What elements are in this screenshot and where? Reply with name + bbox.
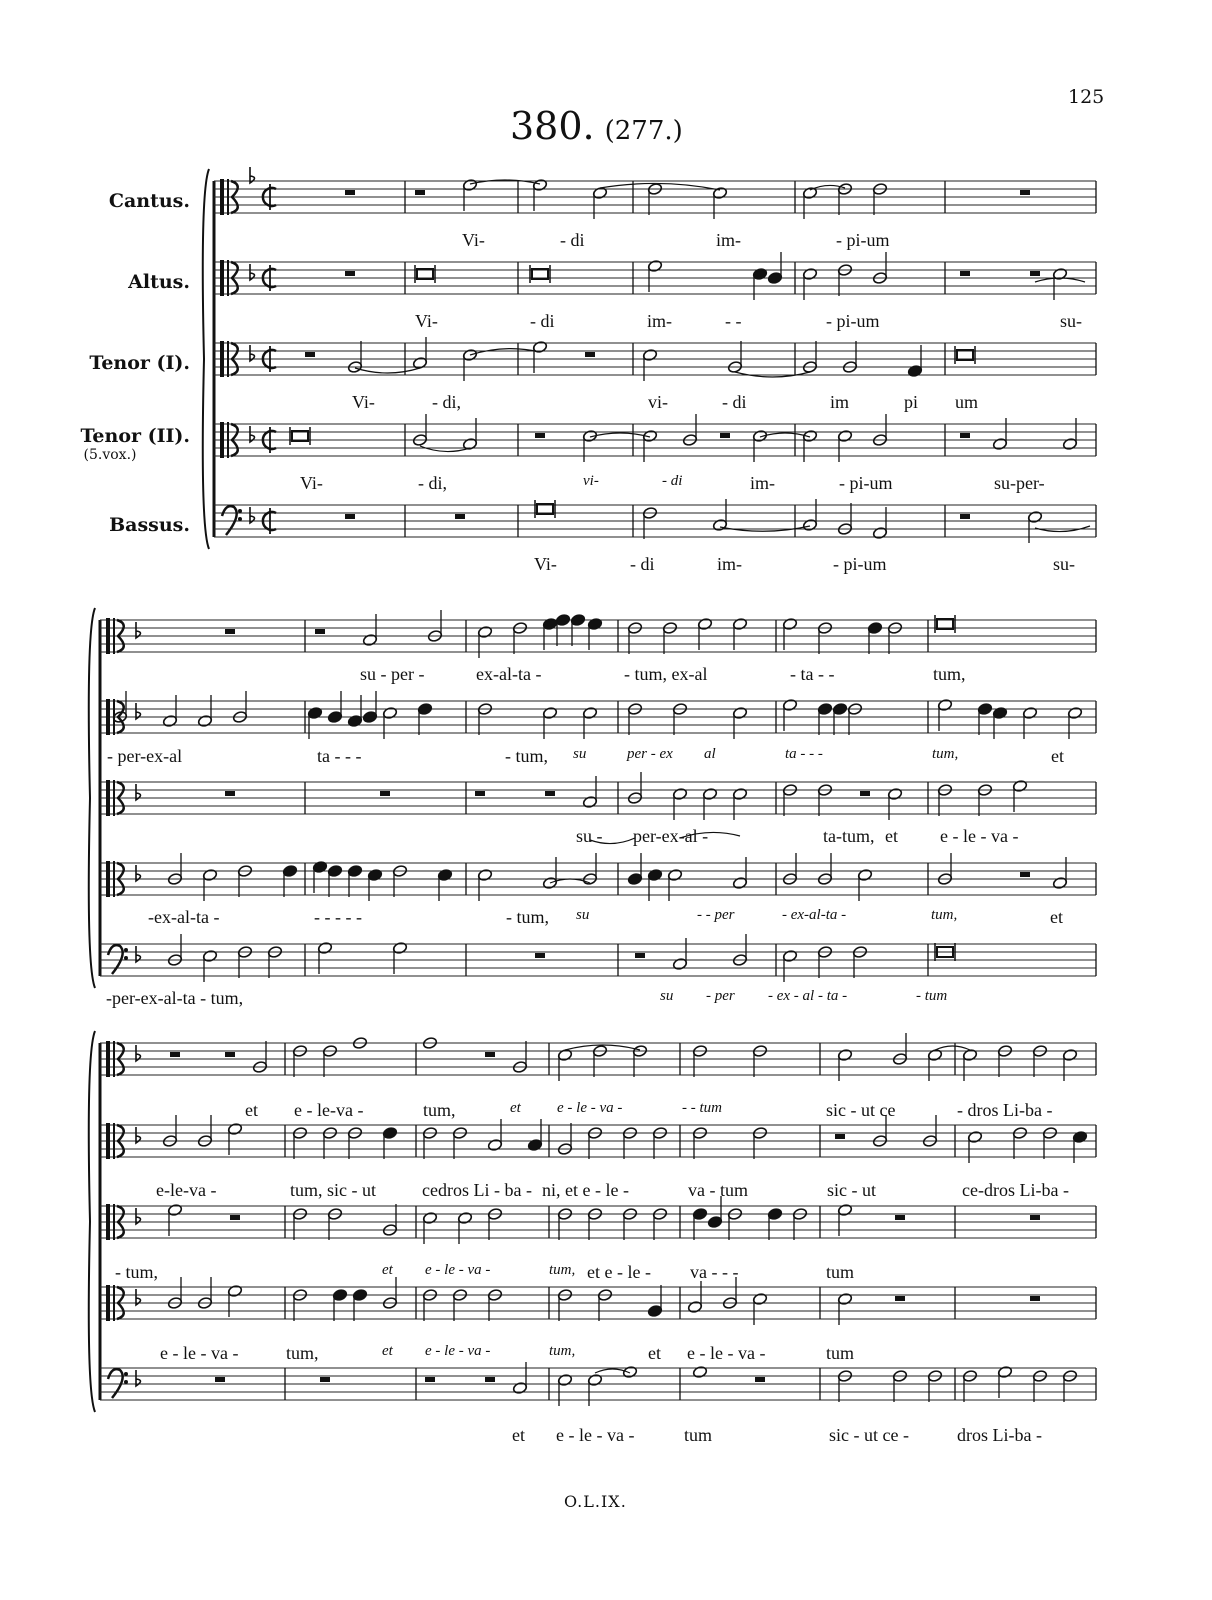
rest-icon [860, 791, 870, 796]
lyric-syllable: su [576, 907, 590, 923]
rest-icon [455, 514, 465, 519]
lyric-syllable: tum, [286, 1343, 319, 1363]
lyric-syllable: - di, [432, 392, 461, 412]
lyric-syllable: - tum, ex-al [624, 664, 708, 684]
lyric-syllable: et [382, 1262, 393, 1278]
lyric-syllable: -ex-al-ta - [148, 907, 220, 927]
flat-icon [250, 345, 255, 361]
lyric-syllable: Vi- [352, 392, 375, 412]
lyric-syllable: e - le - va - [556, 1425, 635, 1445]
voice-label: Tenor (I). [89, 352, 190, 374]
lyric-syllable: im- [716, 230, 741, 250]
lyric-syllable: va - - - [690, 1262, 739, 1282]
lyric-syllable: - ex-al-ta - [782, 907, 847, 923]
lyric-syllable: dros Li-ba - [957, 1425, 1042, 1445]
lyric-syllable: va - tum [688, 1180, 748, 1200]
lyric-syllable: - di [560, 230, 585, 250]
lyric-syllable: et [382, 1343, 393, 1359]
piece-alt-number: (277.) [604, 116, 683, 146]
lyric-syllable: - pi-um [826, 311, 880, 331]
lyric-syllable: - pi-um [839, 473, 893, 493]
rest-icon [315, 629, 325, 634]
lyric-syllable: et [512, 1425, 525, 1445]
lyric-syllable: - di [630, 554, 655, 574]
c-clef-icon [113, 1123, 115, 1159]
lyric-syllable: su - per - [360, 664, 425, 684]
c-clef-icon [113, 1204, 115, 1240]
lyric-syllable: su [573, 746, 587, 762]
rest-icon [415, 190, 425, 195]
c-clef-icon [113, 1285, 115, 1321]
f-clef-dot-icon [238, 509, 242, 513]
tie-slur [1035, 278, 1085, 282]
rest-icon [170, 1052, 180, 1057]
lyric-syllable: ni, et e - le - [542, 1180, 629, 1200]
lyric-syllable: sic - ut ce [826, 1100, 896, 1120]
lyric-syllable: um [955, 392, 979, 412]
lyric-syllable: e - le - va - [940, 826, 1019, 846]
rest-icon [305, 352, 315, 357]
c-clef-icon [113, 1041, 115, 1077]
piece-number: 380. [510, 104, 595, 148]
lyric-syllable: e - le - va - [425, 1262, 491, 1278]
lyric-syllable: e - le - va - [160, 1343, 239, 1363]
c-clef-icon [106, 1204, 110, 1240]
rest-icon [215, 1377, 225, 1382]
lyric-syllable: - per-ex-al [107, 746, 183, 766]
rest-icon [1020, 190, 1030, 195]
lyric-syllable: et [1050, 907, 1063, 927]
lyric-syllable: Vi- [415, 311, 438, 331]
c-clef-icon [220, 179, 224, 215]
rest-icon [535, 433, 545, 438]
lyric-syllable: im- [717, 554, 742, 574]
lyric-syllable: et [510, 1100, 521, 1116]
voice-label: Altus. [128, 271, 190, 293]
tie-slur [935, 1046, 970, 1050]
rest-icon [1030, 1215, 1040, 1220]
c-clef-icon [227, 179, 229, 215]
lyric-syllable: - tum, [506, 907, 549, 927]
lyric-syllable: - pi-um [836, 230, 890, 250]
whole-note [622, 1365, 637, 1378]
lyric-syllable: - tum, [115, 1262, 158, 1282]
rest-icon [585, 352, 595, 357]
tie-slur [355, 368, 420, 373]
lyric-syllable: tum, [423, 1100, 456, 1120]
lyric-syllable: - ta - - [790, 664, 835, 684]
c-clef-icon [106, 1123, 110, 1159]
c-clef-icon [227, 260, 229, 296]
lyric-syllable: cedros Li - ba - [422, 1180, 532, 1200]
flat-icon [136, 865, 141, 881]
lyric-syllable: tum, [931, 907, 958, 923]
lyric-syllable: su-per- [994, 473, 1045, 493]
lyric-syllable: im- [750, 473, 775, 493]
rest-icon [960, 514, 970, 519]
tie-slur [420, 446, 470, 452]
c-clef-icon [220, 341, 224, 377]
lyric-syllable: - - per [697, 907, 735, 923]
c-clef-icon [106, 699, 110, 735]
rest-icon [320, 1377, 330, 1382]
rest-icon [485, 1377, 495, 1382]
rest-icon [545, 791, 555, 796]
lyric-syllable: - dros Li-ba - [957, 1100, 1053, 1120]
rest-icon [380, 791, 390, 796]
flat-icon [136, 1127, 141, 1143]
rest-icon [1030, 271, 1040, 276]
flat-icon [136, 703, 141, 719]
lyric-syllable: tum [826, 1262, 855, 1282]
lyric-syllable: e - le - va - [687, 1343, 766, 1363]
lyric-syllable: -per-ex-al-ta - tum, [106, 988, 244, 1008]
f-clef-dot-icon [238, 517, 242, 521]
lyric-syllable: su [660, 988, 674, 1004]
lyric-syllable: - ex - al - ta - [768, 988, 848, 1004]
c-clef-icon [220, 422, 224, 458]
lyric-syllable: ta - - - [785, 746, 823, 762]
lyric-syllable: per - ex [627, 746, 673, 762]
lyric-syllable: - per [706, 988, 735, 1004]
lyric-syllable: al [704, 746, 716, 762]
rest-icon [535, 953, 545, 958]
c-clef-icon [220, 260, 224, 296]
lyric-syllable: - pi-um [833, 554, 887, 574]
lyric-syllable: tum [684, 1425, 713, 1445]
lyric-syllable: tum, sic - ut [290, 1180, 376, 1200]
lyric-syllable: Vi- [462, 230, 485, 250]
rest-icon [755, 1377, 765, 1382]
c-clef-icon [113, 780, 115, 816]
lyric-syllable: - - tum [682, 1100, 722, 1116]
rest-icon [960, 433, 970, 438]
tie-slur [470, 349, 540, 355]
lyric-syllable: et [648, 1343, 661, 1363]
rest-icon [425, 1377, 435, 1382]
lyric-syllable: - di, [418, 473, 447, 493]
lyric-syllable: vi- [648, 392, 668, 412]
c-clef-icon [106, 1041, 110, 1077]
flat-icon [136, 784, 141, 800]
flat-icon [136, 1045, 141, 1061]
lyric-syllable: su- [1053, 554, 1075, 574]
lyric-syllable: tum, [549, 1343, 576, 1359]
lyric-syllable: Vi- [534, 554, 557, 574]
f-clef-dot-icon [124, 1380, 128, 1384]
rest-icon [225, 1052, 235, 1057]
lyric-syllable: per-ex-al - [633, 826, 709, 846]
signature-mark: O.L.IX. [564, 1492, 627, 1511]
system-brace [203, 169, 209, 549]
flat-icon [136, 1208, 141, 1224]
tie-slur [760, 433, 810, 437]
flat-icon [250, 264, 255, 280]
rest-icon [1030, 1296, 1040, 1301]
lyric-syllable: Vi- [300, 473, 323, 493]
flat-icon [136, 1289, 141, 1305]
rest-icon [1020, 872, 1030, 877]
rest-icon [895, 1215, 905, 1220]
rest-icon [230, 1215, 240, 1220]
c-clef-icon [113, 618, 115, 654]
rest-icon [345, 271, 355, 276]
system-brace [89, 608, 95, 988]
c-clef-icon [227, 341, 229, 377]
rest-icon [485, 1052, 495, 1057]
voice-label: Cantus. [108, 190, 190, 212]
lyric-syllable: sic - ut [827, 1180, 876, 1200]
c-clef-icon [106, 618, 110, 654]
lyric-syllable: - tum, [505, 746, 548, 766]
flat-icon [250, 167, 255, 183]
lyric-syllable: e - le - va - [557, 1100, 623, 1116]
lyric-syllable: ex-al-ta - [476, 664, 542, 684]
lyric-syllable: vi- [583, 473, 599, 489]
lyric-syllable: ta-tum, [823, 826, 875, 846]
rest-icon [475, 791, 485, 796]
voice-label-note: (5.vox.) [83, 447, 137, 463]
f-clef-dot-icon [124, 1372, 128, 1376]
lyric-syllable: tum, [549, 1262, 576, 1278]
lyric-syllable: e - le-va - [294, 1100, 364, 1120]
lyric-syllable: ta - - - [317, 746, 362, 766]
lyric-syllable: pi [904, 392, 919, 412]
rest-icon [225, 791, 235, 796]
lyric-syllable: - tum [916, 988, 948, 1004]
rest-icon [720, 433, 730, 438]
c-clef-icon [106, 780, 110, 816]
c-clef-icon [227, 422, 229, 458]
lyric-syllable: ce-dros Li-ba - [962, 1180, 1069, 1200]
whole-note [692, 1365, 707, 1378]
rest-icon [225, 629, 235, 634]
c-clef-icon [106, 1285, 110, 1321]
lyric-syllable: et [245, 1100, 258, 1120]
voice-label: Bassus. [109, 514, 190, 536]
f-clef-dot-icon [124, 948, 128, 952]
flat-icon [136, 1370, 141, 1386]
rest-icon [895, 1296, 905, 1301]
flat-icon [250, 426, 255, 442]
rest-icon [345, 514, 355, 519]
c-clef-icon [113, 861, 115, 897]
flat-icon [136, 946, 141, 962]
voice-label: Tenor (II). [80, 425, 190, 447]
lyric-syllable: - di [530, 311, 555, 331]
lyric-syllable: e-le-va - [156, 1180, 217, 1200]
flat-icon [136, 622, 141, 638]
rest-icon [835, 1134, 845, 1139]
system-brace [89, 1031, 95, 1412]
lyric-syllable: su- [1060, 311, 1082, 331]
rest-icon [635, 953, 645, 958]
lyric-syllable: - di [662, 473, 683, 489]
rest-icon [345, 190, 355, 195]
lyric-syllable: - - - - - [314, 907, 362, 927]
c-clef-icon [106, 861, 110, 897]
lyric-syllable: e - le - va - [425, 1343, 491, 1359]
lyric-syllable: im- [647, 311, 672, 331]
lyric-syllable: tum, [933, 664, 966, 684]
lyric-syllable: et e - le - [587, 1262, 651, 1282]
lyric-syllable: im [830, 392, 850, 412]
rest-icon [960, 271, 970, 276]
lyric-syllable: - - [725, 311, 742, 331]
f-clef-dot-icon [124, 956, 128, 960]
lyric-syllable: sic - ut ce - [829, 1425, 909, 1445]
lyric-syllable: su - [576, 826, 603, 846]
lyric-syllable: tum, [932, 746, 959, 762]
lyric-syllable: et [1051, 746, 1064, 766]
lyric-syllable: tum [826, 1343, 855, 1363]
lyric-syllable: - di [722, 392, 747, 412]
page-number: 125 [1068, 86, 1105, 108]
lyric-syllable: et [885, 826, 898, 846]
flat-icon [250, 507, 255, 523]
tie-slur [590, 433, 650, 437]
